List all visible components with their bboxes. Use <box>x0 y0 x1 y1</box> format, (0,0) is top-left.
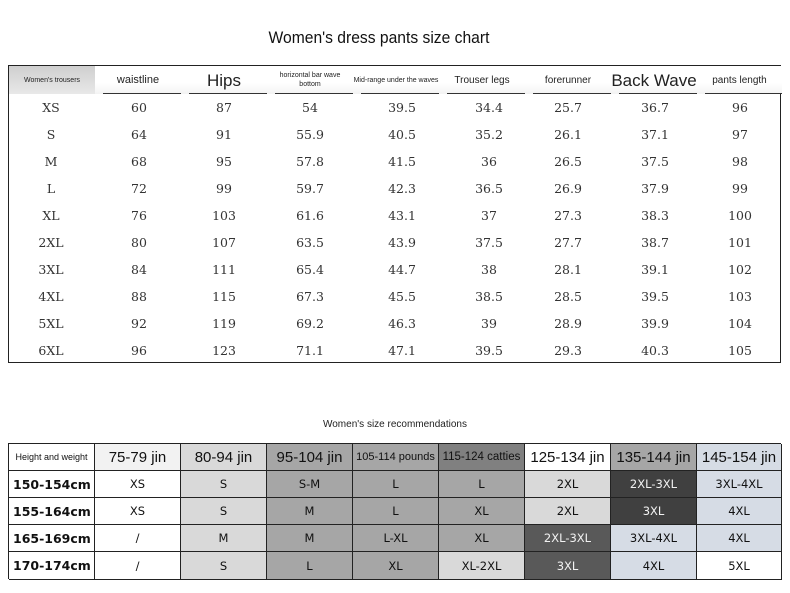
measurement-value: 100 <box>728 208 752 223</box>
size-label: 5XL <box>38 316 64 331</box>
measurement-value: 55.9 <box>296 127 324 142</box>
measurement-value: 69.2 <box>296 316 324 331</box>
recommended-size-cell: 2XL-3XL <box>525 525 611 552</box>
table-row <box>9 229 780 256</box>
recommended-size-cell: S <box>181 498 267 525</box>
size-header-label: Trouser legs <box>454 74 510 86</box>
table-row <box>9 283 780 310</box>
measurement-value: 37.5 <box>641 154 669 169</box>
measurement-value: 27.3 <box>554 208 582 223</box>
size-header-label: Women's trousers <box>23 76 81 84</box>
measurement-value: 98 <box>732 154 748 169</box>
recommended-size-cell: L <box>353 471 439 498</box>
measurement-value: 87 <box>216 100 232 115</box>
measurement-value: 96 <box>131 343 147 358</box>
measurement-value: 35.2 <box>475 127 503 142</box>
measurement-value: 39.1 <box>641 262 669 277</box>
measurement-value: 104 <box>728 316 752 331</box>
size-label: M <box>44 154 58 169</box>
size-header-label: pants length <box>712 74 767 86</box>
table-row <box>9 310 780 337</box>
measurement-value: 39.5 <box>388 100 416 115</box>
measurement-value: 103 <box>728 289 752 304</box>
size-label: L <box>46 181 56 196</box>
height-label: 150-154cm <box>9 471 95 498</box>
size-label: 4XL <box>38 289 64 304</box>
measurement-value: 111 <box>212 262 236 277</box>
measurement-value: 42.3 <box>388 181 416 196</box>
measurement-value: 95 <box>216 154 232 169</box>
measurement-value: 40.5 <box>388 127 416 142</box>
measurement-value: 84 <box>131 262 147 277</box>
table-row <box>9 148 780 175</box>
measurement-value: 107 <box>212 235 236 250</box>
measurement-value: 99 <box>216 181 232 196</box>
size-label: S <box>46 127 56 142</box>
measurement-value: 45.5 <box>388 289 416 304</box>
recommended-size-cell: L <box>439 471 525 498</box>
recommended-size-cell: S <box>181 552 267 580</box>
recommended-size-cell: XL <box>439 525 525 552</box>
measurement-value: 43.1 <box>388 208 416 223</box>
recommended-size-cell: / <box>95 552 181 580</box>
recommended-size-cell: 5XL <box>697 552 782 580</box>
size-header-label: Mid-range under the waves <box>353 76 439 84</box>
measurement-value: 96 <box>732 100 748 115</box>
measurement-value: 43.9 <box>388 235 416 250</box>
measurement-value: 46.3 <box>388 316 416 331</box>
recommended-size-cell: / <box>95 525 181 552</box>
size-header-label: horizontal bar wave bottom <box>279 72 341 88</box>
recommended-size-cell: 2XL <box>525 498 611 525</box>
recommended-size-cell: L <box>353 498 439 525</box>
recommendation-header-cell: 95-104 jin <box>267 444 353 471</box>
recommended-size-cell: XL-2XL <box>439 552 525 580</box>
size-label: 6XL <box>38 343 64 358</box>
measurement-value: 119 <box>212 316 236 331</box>
size-header-cell <box>611 66 697 94</box>
recommendation-header-cell: 75-79 jin <box>95 444 181 471</box>
recommended-size-cell: 3XL <box>525 552 611 580</box>
table-row <box>9 202 780 229</box>
measurement-value: 105 <box>728 343 752 358</box>
measurement-value: 60 <box>131 100 147 115</box>
measurement-value: 102 <box>728 262 752 277</box>
measurement-value: 72 <box>131 181 147 196</box>
size-header-label: Back Wave <box>611 70 697 90</box>
measurement-value: 29.3 <box>554 343 582 358</box>
measurement-value: 44.7 <box>388 262 416 277</box>
recommended-size-cell: 3XL-4XL <box>611 525 697 552</box>
size-header-cell <box>9 66 95 94</box>
measurement-value: 97 <box>732 127 748 142</box>
height-label: 165-169cm <box>9 525 95 552</box>
table-row <box>9 121 780 148</box>
height-label: 155-164cm <box>9 498 95 525</box>
size-header-cell <box>439 66 525 94</box>
recommended-size-cell: 2XL <box>525 471 611 498</box>
measurement-value: 36.5 <box>475 181 503 196</box>
measurement-value: 38.5 <box>475 289 503 304</box>
measurement-value: 28.5 <box>554 289 582 304</box>
recommendations-title: Women's size recommendations <box>322 419 467 430</box>
measurement-value: 54 <box>302 100 318 115</box>
measurement-value: 39.9 <box>641 316 669 331</box>
recommendation-header-cell: 125-134 jin <box>525 444 611 471</box>
measurement-value: 80 <box>131 235 147 250</box>
measurement-value: 26.5 <box>554 154 582 169</box>
measurement-value: 64 <box>131 127 147 142</box>
size-header-label: forerunner <box>544 74 592 86</box>
table-row <box>9 256 780 283</box>
recommendation-header-cell: Height and weight <box>9 444 95 471</box>
measurement-value: 39 <box>481 316 497 331</box>
size-header-label: Hips <box>206 70 241 90</box>
measurement-value: 36 <box>481 154 497 169</box>
measurement-value: 28.1 <box>554 262 582 277</box>
measurement-value: 67.3 <box>296 289 324 304</box>
recommendation-header-cell: 80-94 jin <box>181 444 267 471</box>
size-header-cell <box>181 66 267 94</box>
measurement-value: 40.3 <box>641 343 669 358</box>
measurement-value: 59.7 <box>296 181 324 196</box>
measurement-value: 47.1 <box>388 343 416 358</box>
measurement-value: 37.9 <box>641 181 669 196</box>
measurement-value: 25.7 <box>554 100 582 115</box>
recommended-size-cell: XS <box>95 471 181 498</box>
recommended-size-cell: 4XL <box>697 498 782 525</box>
measurement-value: 38 <box>481 262 497 277</box>
measurement-value: 101 <box>728 235 752 250</box>
measurement-value: 71.1 <box>296 343 324 358</box>
height-label: 170-174cm <box>9 552 95 580</box>
recommended-size-cell: 3XL-4XL <box>697 471 782 498</box>
measurement-value: 99 <box>732 181 748 196</box>
measurement-value: 37.1 <box>641 127 669 142</box>
table-row <box>9 337 780 364</box>
measurement-value: 103 <box>212 208 236 223</box>
measurement-value: 92 <box>131 316 147 331</box>
recommendation-header-cell: 105-114 pounds <box>353 444 439 471</box>
recommendation-header-cell: 115-124 catties <box>439 444 525 471</box>
measurement-value: 36.7 <box>641 100 669 115</box>
recommendation-header-cell: 145-154 jin <box>697 444 782 471</box>
measurement-value: 68 <box>131 154 147 169</box>
size-header-cell <box>525 66 611 94</box>
measurement-value: 57.8 <box>296 154 324 169</box>
recommended-size-cell: 3XL <box>611 498 697 525</box>
size-header-cell <box>353 66 439 94</box>
measurement-value: 37 <box>481 208 497 223</box>
size-label: XL <box>42 208 60 223</box>
recommended-size-cell: 4XL <box>611 552 697 580</box>
measurement-value: 39.5 <box>475 343 503 358</box>
recommended-size-cell: 2XL-3XL <box>611 471 697 498</box>
measurement-value: 27.7 <box>554 235 582 250</box>
size-label: 3XL <box>38 262 64 277</box>
size-recommendations-table <box>8 443 781 579</box>
recommended-size-cell: S <box>181 471 267 498</box>
measurement-value: 26.9 <box>554 181 582 196</box>
measurement-value: 76 <box>131 208 147 223</box>
recommended-size-cell: M <box>267 498 353 525</box>
table-row <box>9 175 780 202</box>
table-row <box>9 94 780 121</box>
measurement-value: 61.6 <box>296 208 324 223</box>
size-label: 2XL <box>38 235 64 250</box>
recommended-size-cell: 4XL <box>697 525 782 552</box>
measurement-value: 38.3 <box>641 208 669 223</box>
measurement-value: 65.4 <box>296 262 324 277</box>
recommended-size-cell: S-M <box>267 471 353 498</box>
measurement-value: 88 <box>131 289 147 304</box>
measurement-value: 41.5 <box>388 154 416 169</box>
measurement-value: 115 <box>212 289 236 304</box>
recommended-size-cell: XL <box>353 552 439 580</box>
measurement-value: 26.1 <box>554 127 582 142</box>
recommendation-header-cell: 135-144 jin <box>611 444 697 471</box>
size-header-cell <box>697 66 782 94</box>
recommended-size-cell: L-XL <box>353 525 439 552</box>
recommended-size-cell: M <box>181 525 267 552</box>
measurement-value: 123 <box>212 343 236 358</box>
size-header-cell <box>95 66 181 94</box>
measurement-value: 34.4 <box>475 100 503 115</box>
measurement-value: 63.5 <box>296 235 324 250</box>
size-chart-table <box>8 65 781 363</box>
measurement-value: 37.5 <box>475 235 503 250</box>
recommended-size-cell: L <box>267 552 353 580</box>
recommended-size-cell: XL <box>439 498 525 525</box>
measurement-value: 91 <box>216 127 232 142</box>
size-chart-header-row <box>9 66 780 94</box>
measurement-value: 28.9 <box>554 316 582 331</box>
measurement-value: 39.5 <box>641 289 669 304</box>
size-header-label: waistline <box>116 73 160 86</box>
measurement-value: 38.7 <box>641 235 669 250</box>
recommended-size-cell: XS <box>95 498 181 525</box>
size-label: XS <box>42 100 60 115</box>
chart-title: Women's dress pants size chart <box>268 28 490 47</box>
recommended-size-cell: M <box>267 525 353 552</box>
size-header-cell <box>267 66 353 94</box>
